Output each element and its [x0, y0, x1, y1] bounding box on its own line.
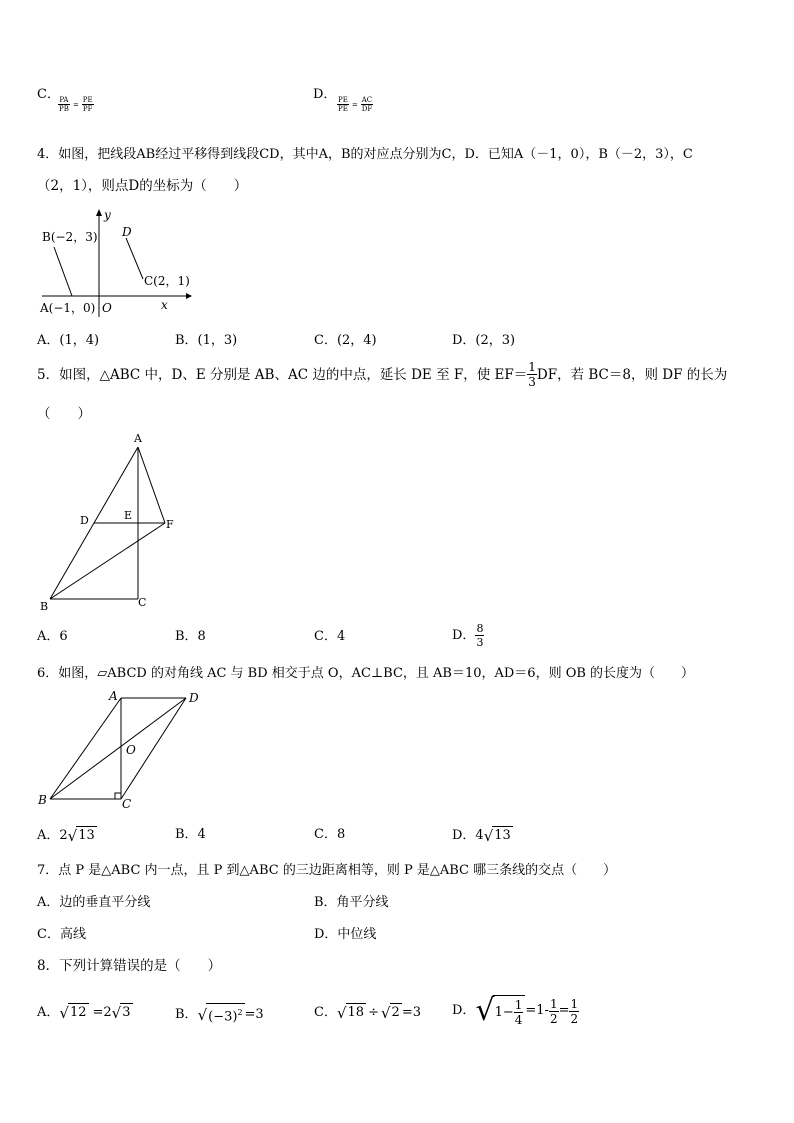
q7-option-c: C．高线	[37, 927, 86, 942]
fraction: $\frac{1}{2}$	[570, 996, 579, 1026]
label-b: B	[38, 793, 47, 807]
segment-ab	[54, 247, 72, 296]
q6-option-b: B．4	[175, 827, 206, 842]
label-o: O	[126, 743, 136, 757]
sqrt-symbol: √	[336, 1003, 347, 1022]
question-7-text: 7．点 P 是△ABC 内一点，且 P 到△ABC 的三边距离相等，则 P 是△ABC 哪三条线的交点（ ）	[37, 863, 617, 878]
q8-option-d	[452, 994, 579, 1028]
option-d-top	[313, 86, 336, 104]
label-f: F	[166, 518, 174, 531]
diagonal-bd	[50, 698, 186, 799]
option-label: B．	[175, 1006, 198, 1022]
option-label: D．4	[452, 827, 484, 843]
right-angle-mark	[115, 793, 121, 799]
label-a: A	[109, 689, 118, 703]
segment-af	[138, 447, 165, 523]
label-y: y	[104, 208, 111, 222]
option-label: D．	[452, 627, 476, 643]
y-axis-arrow	[96, 209, 102, 216]
fraction: $\frac{AC}{DF}$	[361, 96, 373, 113]
q4-option-d: D．(2，3)	[452, 333, 516, 348]
operator: ÷	[368, 1004, 379, 1020]
equals-sign: =	[351, 100, 358, 109]
radicand: 1− $\frac{1}{4}$	[493, 995, 526, 1027]
radicand: 18	[347, 1005, 365, 1020]
q4-option-b: B．(1，3)	[175, 333, 238, 348]
label-e: E	[124, 509, 133, 522]
label-c: C	[122, 797, 132, 811]
option-label: D．	[452, 1003, 476, 1018]
q8-option-a	[37, 1003, 133, 1022]
label-c: C(2，1)	[144, 274, 190, 288]
label-origin: O	[102, 301, 112, 315]
radicand: 3	[122, 1005, 131, 1020]
radicand: 12	[69, 1005, 87, 1020]
radicand: 13	[494, 828, 511, 843]
sqrt-symbol: √	[111, 1003, 122, 1022]
expression: =3	[401, 1004, 421, 1020]
q5-option-a: A．6	[37, 629, 68, 644]
fraction-eight-thirds: $\frac{8}{3}$	[476, 622, 484, 649]
fraction: $\frac{PA}{PB}$	[59, 96, 69, 113]
question-4-line-2: （2，1），则点D的坐标为（ ）	[37, 178, 248, 194]
q6-option-d	[452, 826, 513, 845]
q8-option-c	[314, 1003, 421, 1022]
segment-cd	[126, 238, 143, 279]
sqrt-symbol: √	[59, 1003, 69, 1022]
q6-option-c: C．8	[314, 827, 346, 842]
q7-option-a: A．边的垂直平分线	[37, 895, 151, 910]
q4-option-a: A．(1，4)	[37, 333, 100, 348]
label-b: B	[40, 600, 49, 613]
fraction: $\frac{PE}{PE}$	[338, 96, 348, 113]
fraction-one-third: $\frac{1}{3}$	[528, 360, 536, 389]
label-b: B(−2，3)	[42, 230, 98, 244]
fraction: $\frac{PE}{PF}$	[82, 96, 93, 113]
radicand: 13	[78, 828, 95, 843]
q7-option-d: D．中位线	[314, 927, 377, 942]
expression: =2	[92, 1004, 112, 1020]
fraction: $\frac{1}{2}$	[549, 996, 558, 1026]
fraction-equation-d	[337, 96, 373, 113]
question-4-line-1: 4．如图，把线段AB经过平移得到线段CD，其中A，B的对应点分别为C，D．已知A（－1，0），B（－2，3），C	[37, 147, 693, 162]
q4-option-c: C．(2，4)	[314, 333, 377, 348]
equals-sign: =	[558, 1003, 570, 1018]
sqrt-symbol: √	[380, 1003, 391, 1022]
question-6-text: 6．如图，▱ABCD 的对角线 AC 与 BD 相交于点 O，AC⊥BC，且 AB＝10，AD＝6，则 OB 的长度为（ ）	[37, 666, 695, 681]
question-5-text-b: DF，若 BC＝8，则 DF 的长为	[536, 366, 728, 383]
label-c: C	[138, 596, 147, 609]
question-5-text-a: 5．如图，△ABC 中，D、E 分别是 AB、AC 边的中点，延长 DE 至 F，使 EF＝	[37, 366, 528, 383]
q5-option-c: C．4	[314, 629, 346, 644]
segment-ab	[50, 698, 121, 799]
label-d: D	[122, 225, 132, 239]
option-label: A．2	[37, 827, 68, 843]
radicand: 2	[391, 1005, 400, 1020]
sqrt-symbol: √	[197, 1005, 208, 1024]
question-5-line-1	[37, 360, 727, 389]
option-label: C．	[37, 87, 60, 102]
label-d: D	[189, 691, 199, 705]
radicand: $(-3)^2$	[206, 1003, 244, 1026]
equals-sign: =	[72, 100, 79, 109]
question-5-figure	[36, 428, 186, 613]
sqrt-symbol: √	[483, 826, 494, 845]
q6-option-a	[37, 826, 97, 845]
q7-option-b: B．角平分线	[314, 895, 389, 910]
sqrt-symbol: √	[67, 826, 78, 845]
option-c-top	[37, 86, 60, 104]
option-label: A．	[37, 1004, 60, 1020]
question-8-text: 8．下列计算错误的是（ ）	[37, 958, 222, 974]
label-x: x	[161, 298, 168, 312]
label-a: A	[134, 432, 142, 445]
q8-option-b	[175, 1003, 264, 1026]
question-5-line-2: （ ）	[37, 406, 91, 422]
x-axis-arrow	[186, 293, 192, 299]
option-label: C．	[314, 1004, 337, 1020]
sqrt-symbol: √	[475, 993, 495, 1028]
label-d: D	[80, 514, 89, 527]
option-label: D．	[313, 87, 337, 102]
question-4-figure	[36, 205, 196, 320]
q5-option-b: B．8	[175, 629, 206, 644]
fraction-equation-c	[58, 96, 94, 113]
segment-bf	[50, 523, 165, 599]
q5-option-d	[452, 622, 484, 649]
question-6-figure	[36, 688, 211, 813]
label-a: A(−1，0)	[40, 301, 96, 315]
expression: =3	[244, 1006, 264, 1022]
expression: =1-	[525, 1003, 549, 1018]
